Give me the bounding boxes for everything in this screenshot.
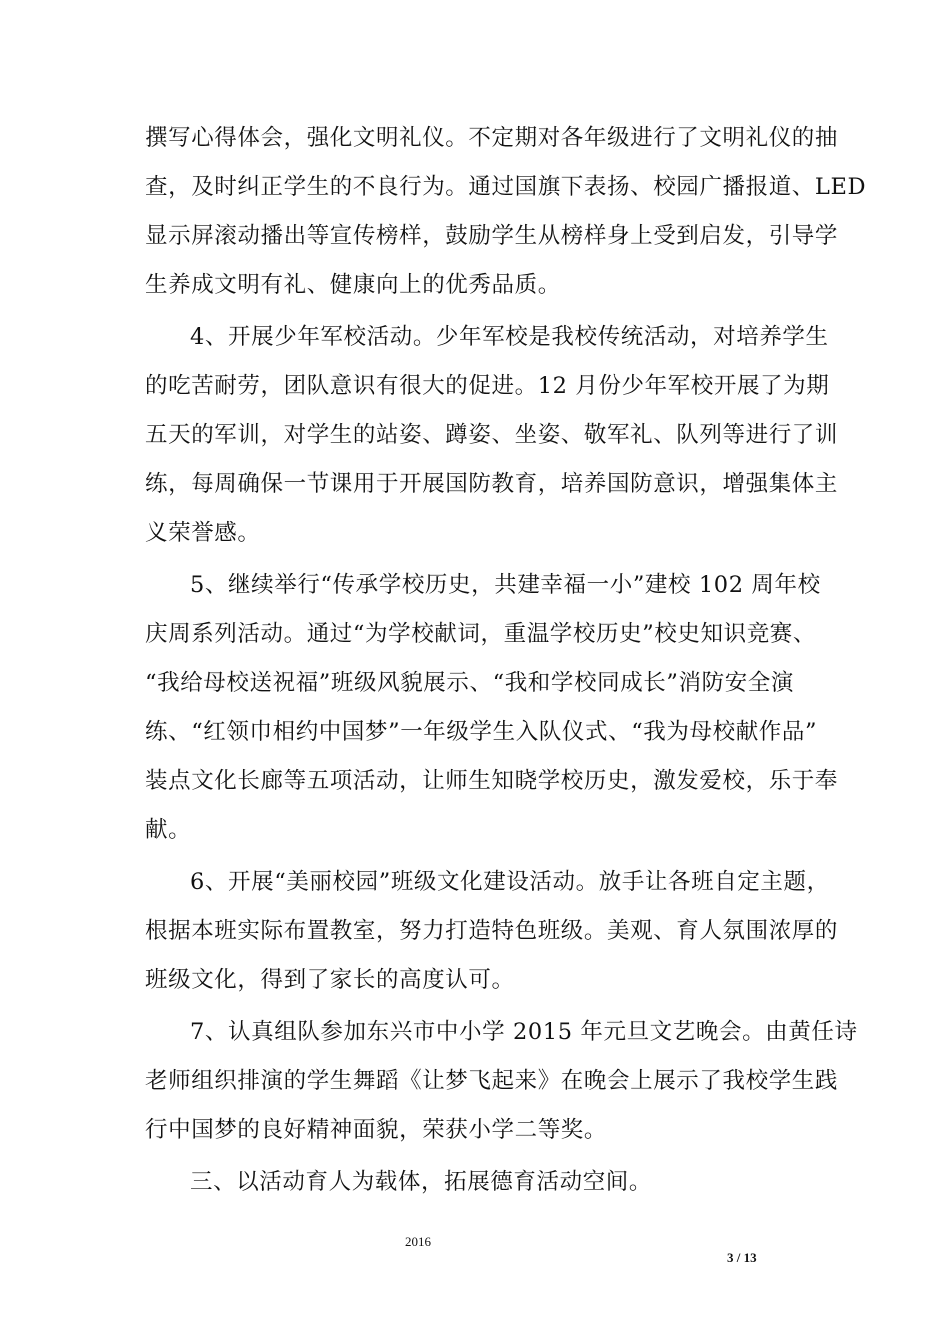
text-line: 5、继续举行“传承学校历史，共建幸福一小”建校 102 周年校	[190, 572, 821, 598]
text-line: 庆周系列活动。通过“为学校献词，重温学校历史”校史知识竞赛、	[145, 621, 817, 647]
text-line: 6、开展“美丽校园”班级文化建设活动。放手让各班自定主题，	[190, 869, 830, 895]
page-number: 3 / 13	[727, 1250, 757, 1265]
text-line: 行中国梦的良好精神面貌，荣获小学二等奖。	[145, 1117, 608, 1143]
text-line: 五天的军训，对学生的站姿、蹲姿、坐姿、敬军礼、队列等进行了训	[145, 422, 839, 448]
section-heading: 三、以活动育人为载体，拓展德育活动空间。	[190, 1169, 653, 1195]
text-line: 4、开展少年军校活动。少年军校是我校传统活动，对培养学生	[190, 324, 829, 350]
text-line: 撰写心得体会，强化文明礼仪。不定期对各年级进行了文明礼仪的抽	[145, 125, 839, 151]
text-line: 显示屏滚动播出等宣传榜样，鼓励学生从榜样身上受到启发，引导学	[145, 223, 839, 249]
text-line: 老师组织排演的学生舞蹈《让梦飞起来》在晚会上展示了我校学生践	[145, 1068, 839, 1094]
text-line: 装点文化长廊等五项活动，让师生知晓学校历史，激发爱校，乐于奉	[145, 768, 839, 794]
text-line: “我给母校送祝福”班级风貌展示、“我和学校同成长”消防安全演	[145, 670, 795, 696]
text-line: 查，及时纠正学生的不良行为。通过国旗下表扬、校园广播报道、LED	[145, 174, 867, 200]
footer-year: 2016	[405, 1234, 431, 1249]
text-line: 根据本班实际布置教室，努力打造特色班级。美观、育人氛围浓厚的	[145, 918, 839, 944]
text-line: 义荣誉感。	[145, 520, 261, 546]
text-line: 练、“红领巾相约中国梦”一年级学生入队仪式、“我为母校献作品”	[145, 719, 818, 745]
text-line: 7、认真组队参加东兴市中小学 2015 年元旦文艺晚会。由黄任诗	[190, 1019, 858, 1045]
text-line: 练，每周确保一节课用于开展国防教育，培养国防意识，增强集体主	[145, 471, 839, 497]
text-line: 生养成文明有礼、健康向上的优秀品质。	[145, 272, 561, 298]
text-line: 班级文化，得到了家长的高度认可。	[145, 967, 515, 993]
text-line: 献。	[145, 817, 192, 843]
text-line: 的吃苦耐劳，团队意识有很大的促进。12 月份少年军校开展了为期	[145, 373, 830, 399]
